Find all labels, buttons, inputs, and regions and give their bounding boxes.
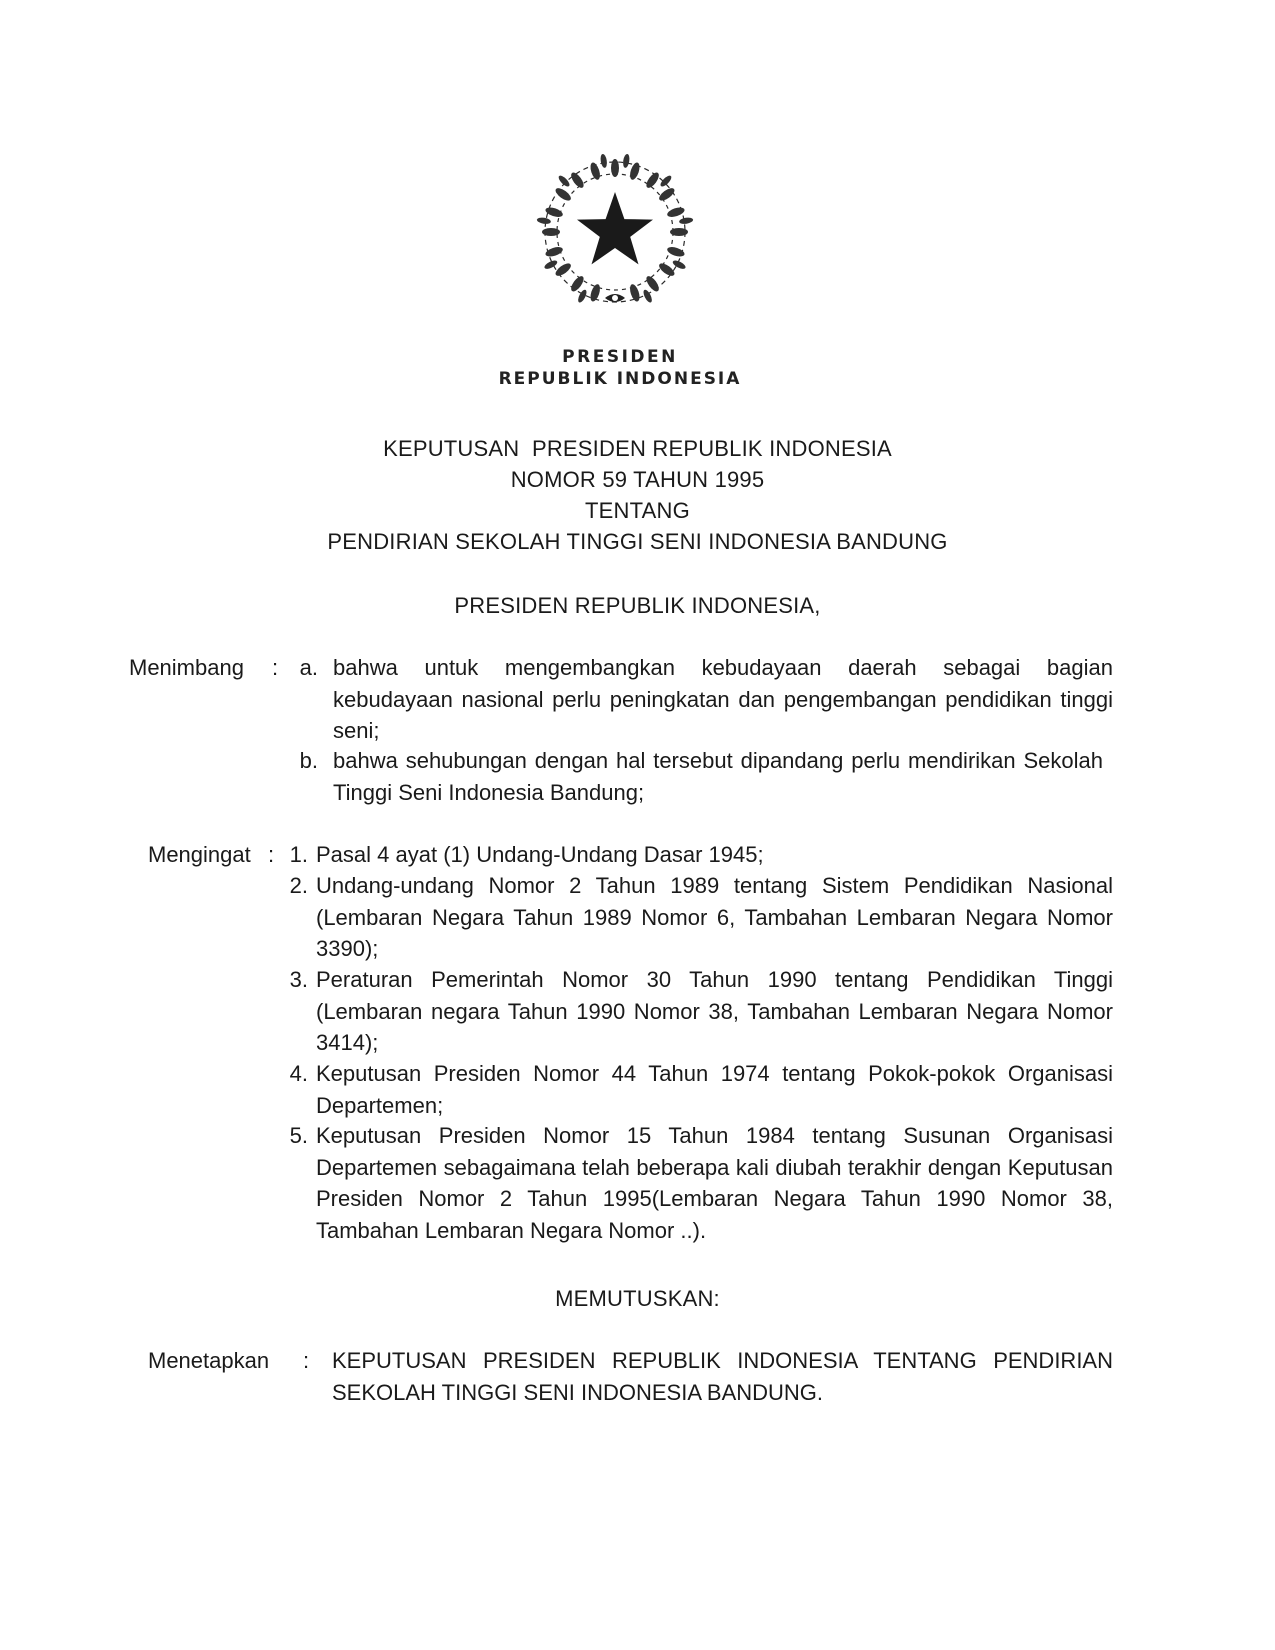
emblem-caption-republik-indonesia: REPUBLIK INDONESIA [498,369,742,389]
menetapkan-label: Menetapkan [148,1348,270,1373]
menimbang-item-marker: a. [299,655,318,680]
decree-subject: PENDIRIAN SEKOLAH TINGGI SENI INDONESIA BANDUNG [327,529,948,554]
garuda-star-wreath-emblem-icon [500,150,730,320]
menetapkan-text: KEPUTUSAN PRESIDEN REPUBLIK INDONESIA TENTANG PENDIRIAN SEKOLAH TINGGI SENI INDONESIA BANDUNG. [332,1348,1113,1405]
menimbang-label: Menimbang [129,655,244,680]
menimbang-item-text: bahwa sehubungan dengan hal tersebut dipandang perlu mendirikan Sekolah Tinggi Seni Indonesia Bandung; [333,748,1103,805]
decree-number: NOMOR 59 TAHUN 1995 [510,467,765,492]
mengingat-item-text: Keputusan Presiden Nomor 44 Tahun 1974 tentang Pokok-pokok Organisasi Departemen; [316,1061,1113,1118]
decree-title: KEPUTUSAN PRESIDEN REPUBLIK INDONESIA [383,436,892,461]
memutuskan-heading: MEMUTUSKAN: [555,1286,720,1311]
mengingat-item-marker: 2. [289,873,308,898]
mengingat-item-text: Undang-undang Nomor 2 Tahun 1989 tentang Sistem Pendidikan Nasional (Lembaran Negara Tahun 1989 Nomor 6, Tambahan Lembaran Negara Nomor 3390); [316,873,1113,961]
president-heading: PRESIDEN REPUBLIK INDONESIA, [454,593,821,618]
menimbang-colon: : [272,655,279,680]
menimbang-item-text: bahwa untuk mengembangkan kebudayaan daerah sebagai bagian kebudayaan nasional perlu peningkatan dan pengembangan pendidikan tinggi seni; [333,655,1113,743]
mengingat-item-marker: 5. [289,1123,308,1148]
mengingat-colon: : [268,842,275,867]
mengingat-item-text: Peraturan Pemerintah Nomor 30 Tahun 1990 tentang Pendidikan Tinggi (Lembaran negara Tahun 1990 Nomor 38, Tambahan Lembaran Negara Nomor 3414); [316,967,1113,1055]
mengingat-item-text: Keputusan Presiden Nomor 15 Tahun 1984 tentang Susunan Organisasi Departemen sebagaimana telah beberapa kali diubah terakhir dengan Keputusan Presiden Nomor 2 Tahun 1995(Lembaran Negara Tahun 1990 Nomor 38, Tambahan Lembaran Negara Nomor ..). [316,1123,1113,1243]
emblem [500,150,730,320]
emblem-caption-presiden: PRESIDEN [562,347,678,367]
mengingat-item-marker: 3. [289,967,308,992]
mengingat-item-marker: 1. [289,842,308,867]
mengingat-item-marker: 4. [289,1061,308,1086]
mengingat-label: Mengingat [148,842,251,867]
decree-tentang: TENTANG [585,498,690,523]
mengingat-item-text: Pasal 4 ayat (1) Undang-Undang Dasar 1945; [316,842,764,867]
menetapkan-colon: : [303,1348,310,1373]
menimbang-item-marker: b. [299,748,318,773]
